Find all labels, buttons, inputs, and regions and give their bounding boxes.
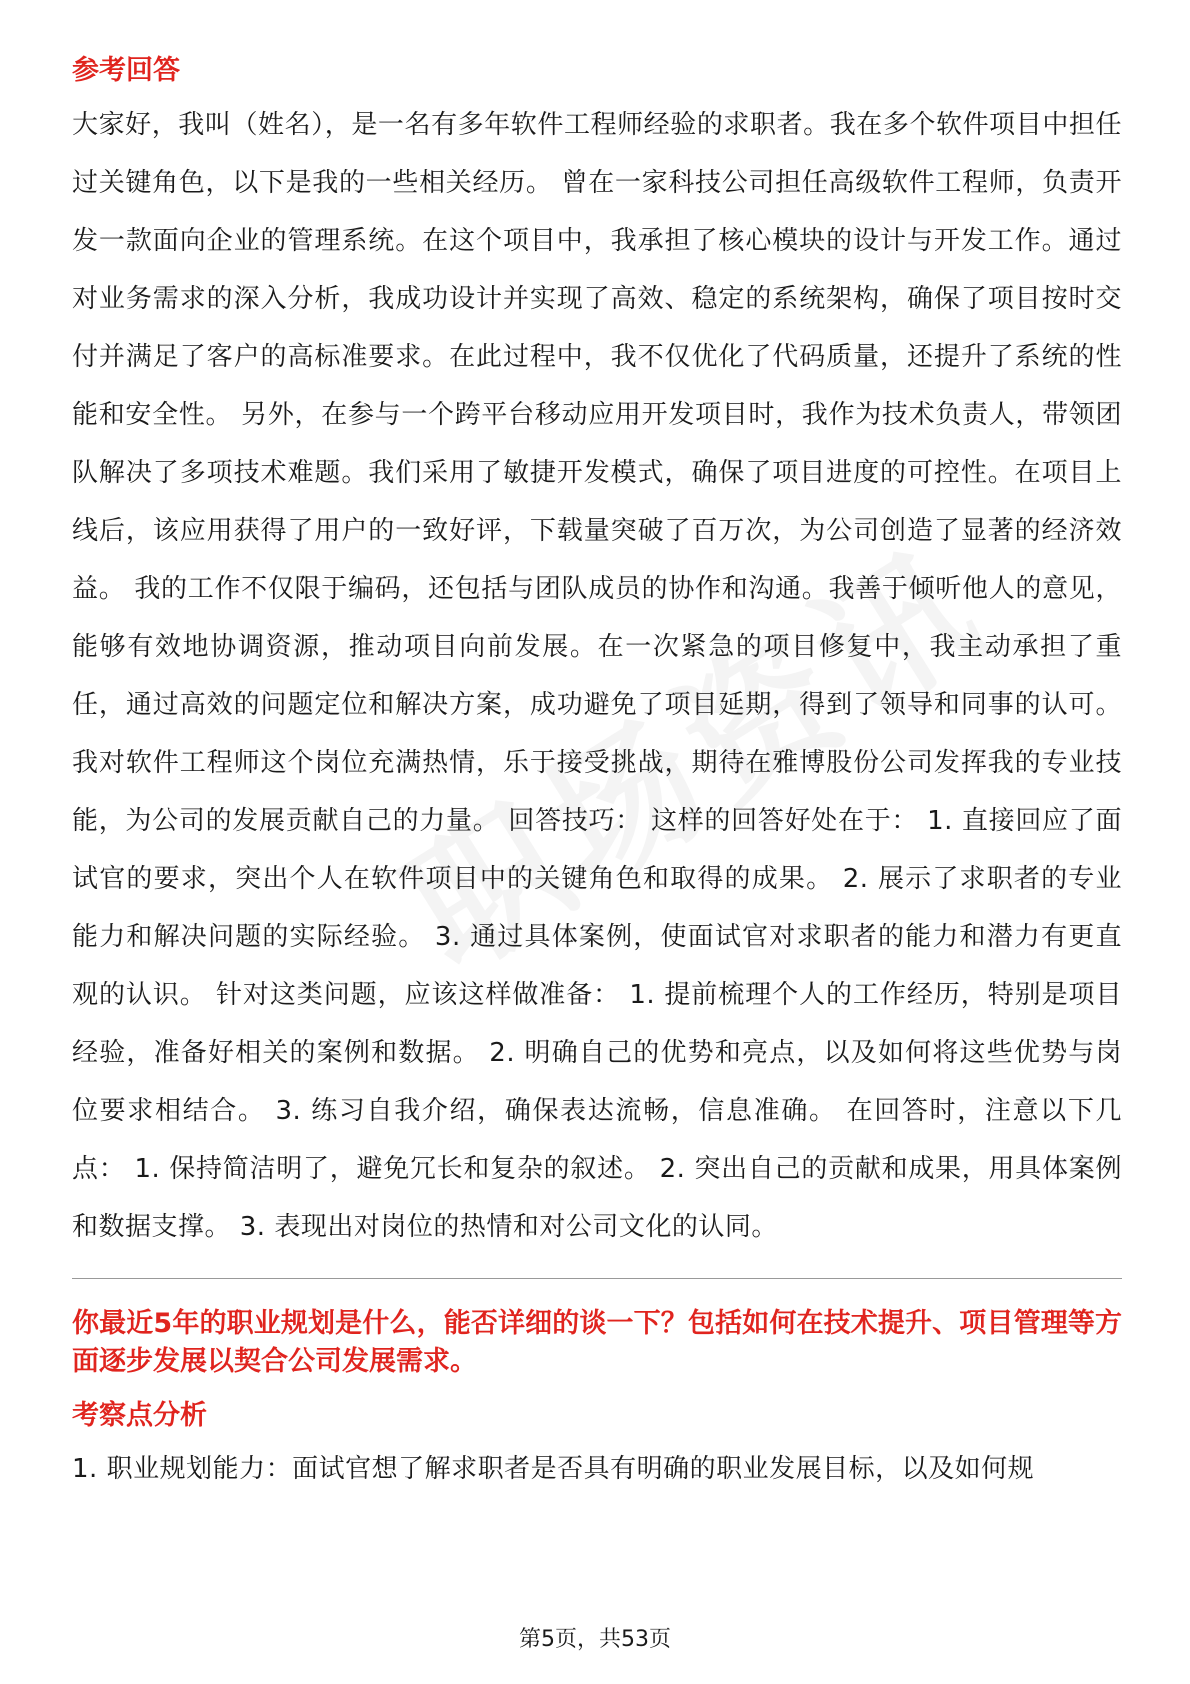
section-divider <box>72 1278 1122 1279</box>
question-heading: 你最近5年的职业规划是什么，能否详细的谈一下？包括如何在技术提升、项目管理等方面逐步发展以契合公司发展需求。 <box>72 1308 1122 1377</box>
analysis-body: 1. 职业规划能力：面试官想了解求职者是否具有明确的职业发展目标，以及如何规 <box>72 1454 1035 1484</box>
answer-heading: 参考回答 <box>72 55 180 86</box>
page-number: 第5页，共53页 <box>519 1627 671 1652</box>
answer-body: 大家好，我叫（姓名），是一名有多年软件工程师经验的求职者。我在多个软件项目中担任过关键角色，以下是我的一些相关经历。 曾在一家科技公司担任高级软件工程师，负责开发一款面向企业的管理系统。在这个项目中，我承担了核心模块的设计与开发工作。通过对业务需求的深入分析，我成功设计并实现了高效、稳定的系统架构，确保了项目按时交付并满足了客户的高标准要求。在此过程中，我不仅优化了代码质量，还提升了系统的性能和安全性。 另外，在参与一个跨平台移动应用开发项目时，我作为技术负责人，带领团队解决了多项技术难题。我们采用了敏捷开发模式，确保了项目进度的可控性。在项目上线后，该应用获得了用户的一致好评，下载量突破了百万次，为公司创造了显著的经济效益。 我的工作不仅限于编码，还包括与团队成员的协作和沟通。我善于倾听他人的意见，能够有效地协调资源，推动项目向前发展。在一次紧急的项目修复中，我主动承担了重任，通过高效的问题定位和解决方案，成功避免了项目延期，得到了领导和同事的认可。 我对软件工程师这个岗位充满热情，乐于接受挑战，期待在雅博股份公司发挥我的专业技能，为公司的发展贡献自己的力量。 回答技巧： 这样的回答好处在于： 1. 直接回应了面试官的要求，突出个人在软件项目中的关键角色和取得的成果。 2. 展示了求职者的专业能力和解决问题的实际经验。 3. 通过具体案例，使面试官对求职者的能力和潜力有更直观的认识。 针对这类问题，应该这样做准备： 1. 提前梳理个人的工作经历，特别是项目经验，准备好相关的案例和数据。 2. 明确自己的优势和亮点，以及如何将这些优势与岗位要求相结合。 3. 练习自我介绍，确保表达流畅，信息准确。 在回答时，注意以下几点： 1. 保持简洁明了，避免冗长和复杂的叙述。 2. 突出自己的贡献和成果，用具体案例和数据支撑。 3. 表现出对岗位的热情和对公司文化的认同。 <box>72 110 1122 1242</box>
analysis-heading: 考察点分析 <box>72 1400 207 1431</box>
page-content <box>72 50 1122 1497</box>
